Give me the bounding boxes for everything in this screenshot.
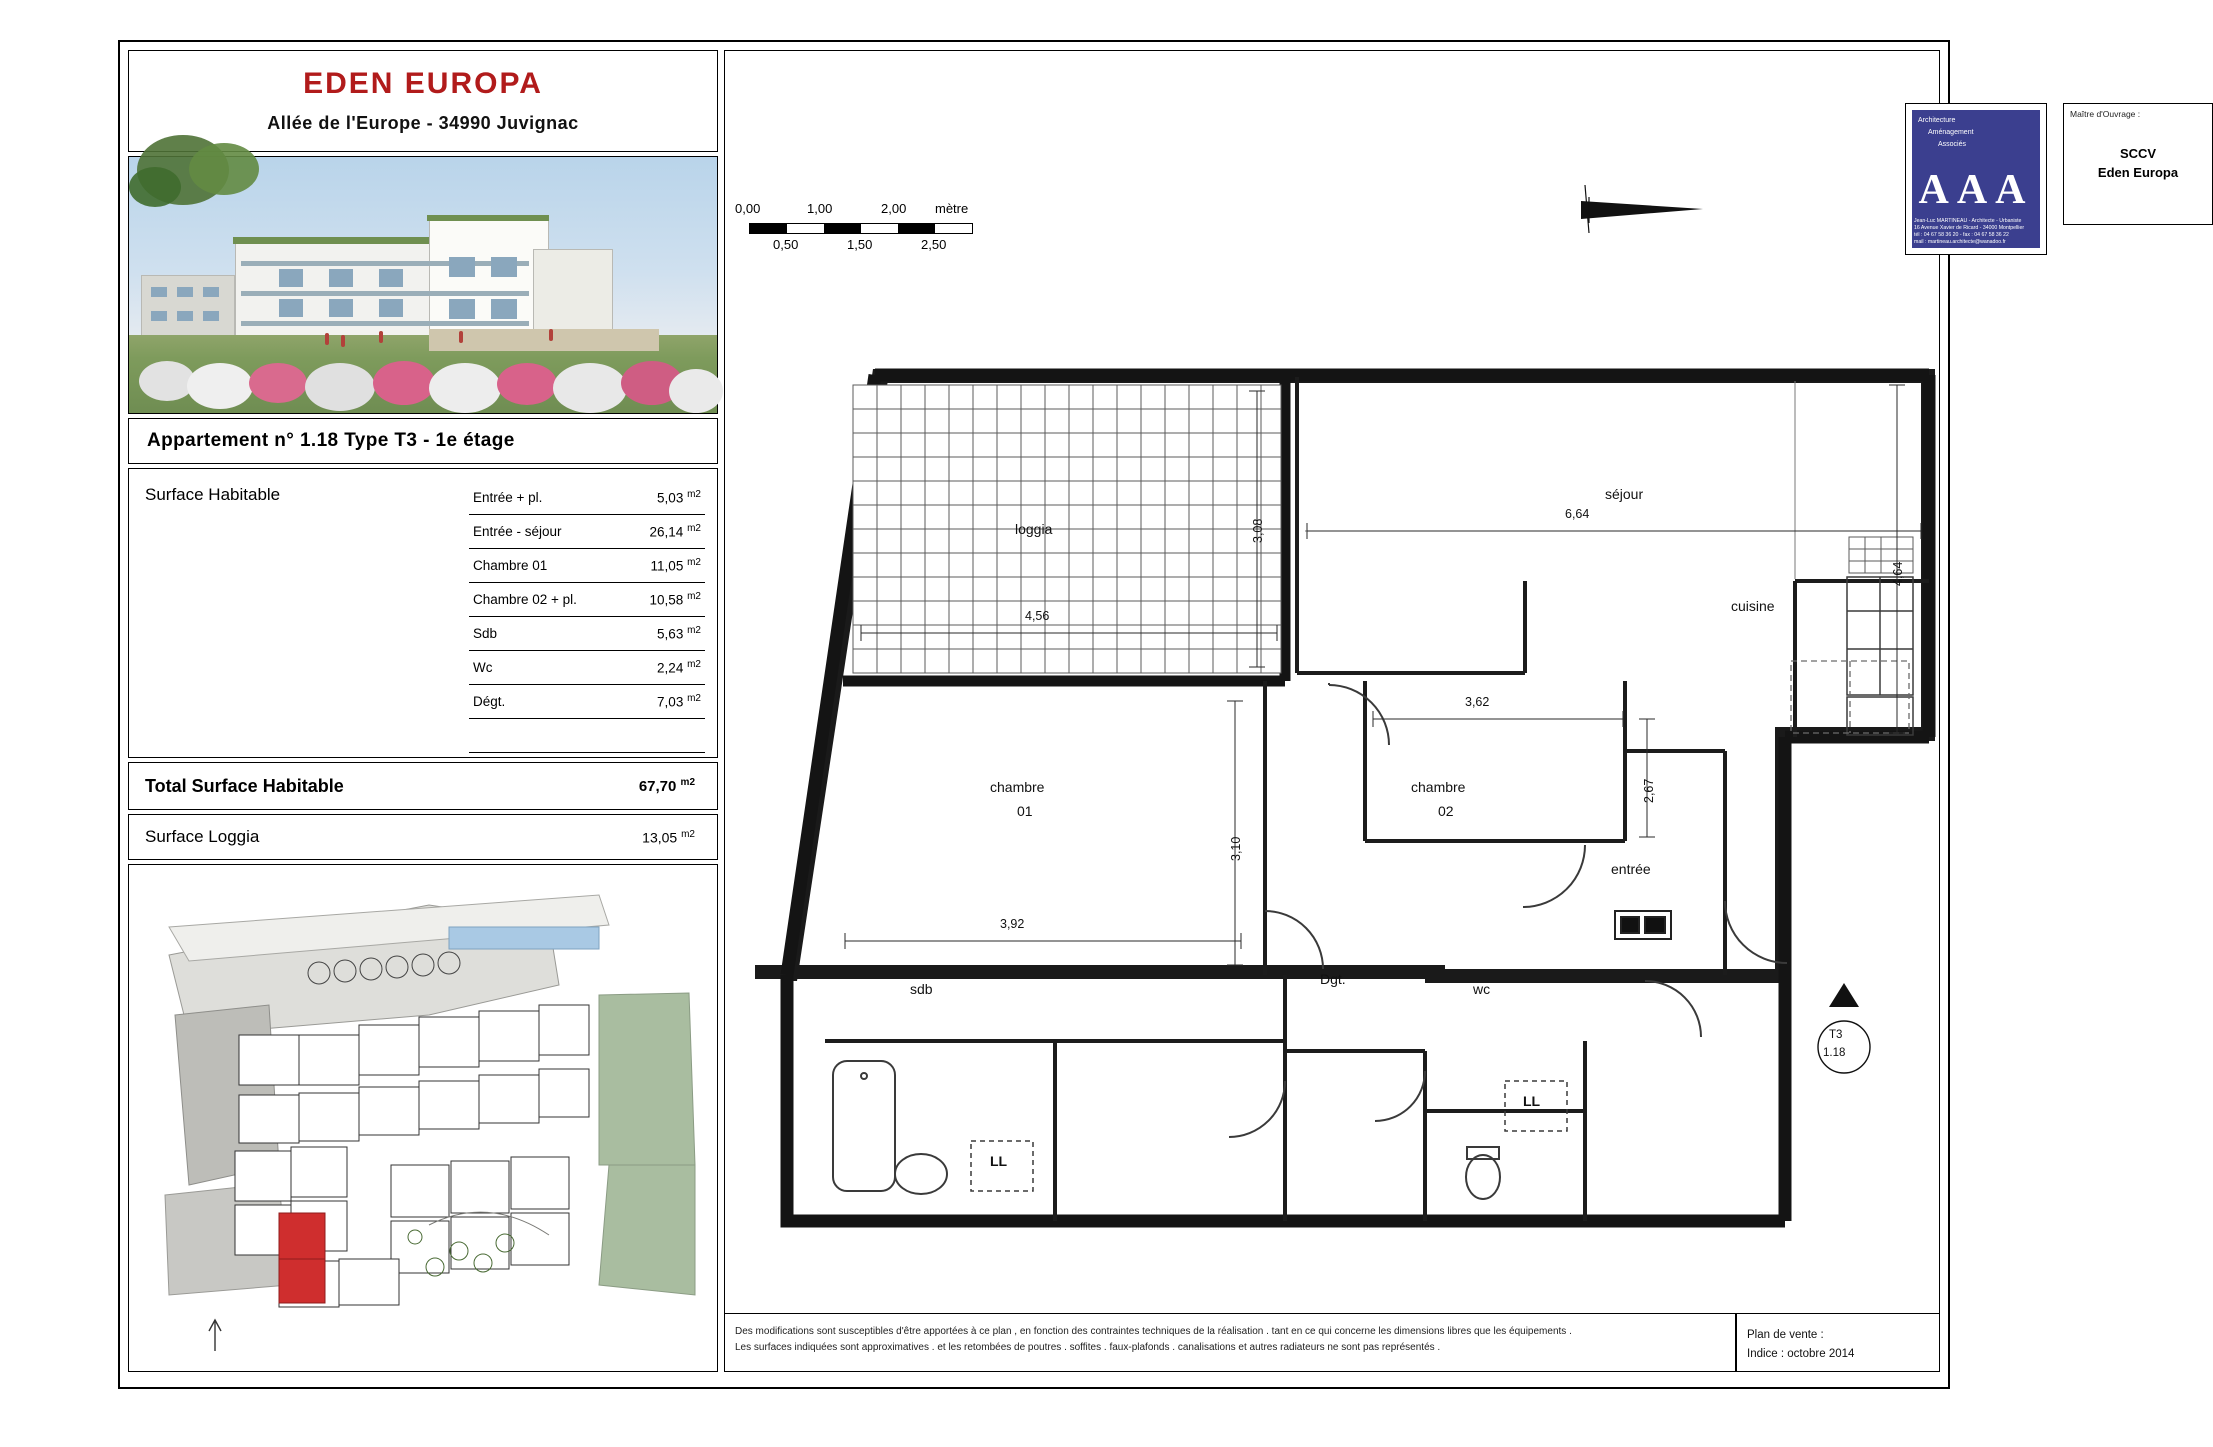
photo-window [279, 299, 303, 317]
scale-label-0: 0,00 [735, 201, 761, 216]
surface-row-value: 10,58 $^{m2}$ [649, 591, 701, 608]
site-plan-drawing [129, 865, 717, 1371]
appliance-boxes [971, 1081, 1567, 1191]
scale-label-05: 0,50 [773, 237, 799, 252]
dim-chambre02-height: 2,67 [1642, 778, 1656, 803]
owner-box [2063, 103, 2213, 225]
photo-window [449, 299, 475, 319]
entry-marker-icon [1818, 983, 1870, 1073]
table-row [469, 651, 705, 685]
room-label-entree: entrée [1611, 861, 1651, 877]
loggia-hatch [853, 385, 1281, 673]
surface-row-name: Wc [473, 660, 493, 675]
drawing-column [724, 50, 2179, 1372]
surface-rows [469, 481, 705, 753]
tree-foliage [189, 143, 259, 195]
apartment-caption-box [128, 418, 718, 464]
table-row [469, 515, 705, 549]
info-column [128, 50, 718, 1372]
building-photo [128, 156, 718, 414]
total-surface-label: Total Surface Habitable [145, 775, 344, 796]
photo-window [329, 299, 353, 317]
surface-table [128, 468, 718, 758]
highlighted-unit [279, 1259, 325, 1303]
floor-plan [725, 281, 1941, 1231]
photo-window [279, 269, 303, 287]
surface-row-name: Chambre 01 [473, 558, 548, 573]
scale-label-15: 1,50 [847, 237, 873, 252]
architect-logo [1905, 103, 2047, 255]
north-arrow-icon [1575, 179, 1705, 239]
dim-loggia-height: 3,08 [1251, 518, 1265, 543]
toilet-icon [1466, 1147, 1500, 1199]
entry-marker-type: T3 [1829, 1029, 1843, 1041]
kitchen-fittings [1847, 577, 1913, 735]
dim-sejour-height: 4,64 [1891, 561, 1905, 586]
room-label-chambre02: chambre [1411, 779, 1466, 795]
photo-window [379, 299, 403, 317]
room-label-sejour: séjour [1605, 486, 1644, 502]
table-row [469, 685, 705, 719]
photo-roof [427, 215, 549, 221]
project-title: EDEN EUROPA [303, 67, 543, 100]
photo-window [203, 287, 219, 297]
scale-unit-label: mètre [935, 201, 969, 216]
architect-line2: Aménagement [1928, 129, 1974, 136]
architect-monogram: AAA [1918, 167, 2034, 213]
photo-window [151, 287, 167, 297]
surface-row-value: 2,24 $^{m2}$ [657, 659, 701, 676]
disclaimer-line1: Des modifications sont susceptibles d'être apportées à ce plan , en fonction des contraintes techniques de la réalisation . tant en ce qui concerne les dimensions libres que les équipements . [735, 1326, 1572, 1337]
highlighted-unit [279, 1213, 325, 1259]
scale-label-1: 1,00 [807, 201, 833, 216]
table-row [469, 481, 705, 515]
owner-title: Maître d'Ouvrage : [2070, 109, 2141, 119]
dim-chambre02-width: 3,62 [1465, 695, 1490, 709]
dim-loggia-width: 4,56 [1025, 609, 1050, 623]
photo-balcony-band [241, 291, 529, 296]
architect-line3: Associés [1938, 141, 1967, 148]
disclaimer-line2: Les surfaces indiquées sont approximatives . et les retombées de poutres . soffites . faux-plafonds . canalisations et autres radiateurs ne sont pas représentés . [735, 1342, 1441, 1353]
svg-text:N: N [1581, 203, 1591, 218]
surface-row-value: 11,05 $^{m2}$ [650, 557, 701, 574]
scale-label-25: 2,50 [921, 237, 947, 252]
photo-balcony-band [241, 261, 529, 266]
project-title-box [128, 50, 718, 152]
photo-window [177, 311, 193, 321]
photo-window [449, 257, 475, 277]
apartment-caption: Appartement n° 1.18 Type T3 - 1e étage [147, 430, 515, 451]
owner-name [2064, 144, 2212, 182]
dim-chambre01-width: 3,92 [1000, 917, 1025, 931]
photo-balcony-band [241, 321, 529, 326]
photo-window [491, 257, 517, 277]
photo-window [491, 299, 517, 319]
plan-footer [725, 1313, 1939, 1371]
floor-plan-drawing [725, 281, 1941, 1231]
room-label-chambre01: chambre [990, 779, 1045, 795]
photo-window [151, 311, 167, 321]
architect-line1: Architecture [1918, 117, 1956, 124]
table-row [469, 617, 705, 651]
doc-type: Plan de vente : [1747, 1329, 1824, 1341]
doc-index: Indice : octobre 2014 [1747, 1348, 1855, 1360]
scale-bar [735, 201, 1011, 263]
bathtub-icon [833, 1061, 895, 1191]
loggia-surface-value: 13,05 $^{m2}$ [642, 828, 695, 846]
entry-marker-number: 1.18 [1823, 1047, 1846, 1059]
room-label-cuisine: cuisine [1731, 598, 1775, 614]
owner-name-line2: Eden Europa [2097, 165, 2179, 180]
room-label-dgt: Dgt. [1320, 971, 1346, 987]
footer-divider [1735, 1314, 1737, 1371]
footer-doc-info [1747, 1326, 1854, 1364]
photo-flowerbed [129, 343, 717, 413]
table-row [469, 719, 705, 753]
total-surface-value: 67,70 $^{m2}$ [638, 777, 695, 795]
scale-label-2: 2,00 [881, 201, 907, 216]
appliance-label-ll-sdb: LL [990, 1153, 1008, 1169]
photo-window [203, 311, 219, 321]
room-label-wc: wc [1473, 981, 1491, 997]
plan-sheet [118, 40, 2179, 1389]
washbasin-icon [895, 1154, 947, 1194]
room-label-loggia: loggia [1015, 521, 1053, 537]
table-row [469, 549, 705, 583]
surface-row-name: Entrée + pl. [473, 490, 543, 505]
surface-row-name: Dégt. [473, 694, 506, 709]
surface-row-name: Sdb [473, 626, 498, 641]
surface-row-name: Chambre 02 + pl. [473, 592, 577, 607]
surface-section-label: Surface Habitable [145, 485, 281, 504]
photo-window [379, 269, 403, 287]
project-address: Allée de l'Europe - 34990 Juvignac [267, 113, 579, 133]
appliance-label-ll-wc: LL [1523, 1093, 1541, 1109]
photo-window [177, 287, 193, 297]
surface-row-value: 5,03 $^{m2}$ [657, 489, 701, 506]
room-label-chambre01-num: 01 [1017, 803, 1033, 819]
photo-window [329, 269, 353, 287]
dim-sejour-width: 6,64 [1565, 507, 1590, 521]
architect-contact: Jean-Luc MARTINEAU - Architecte - Urbaniste 16 Avenue Xavier de Ricard - 34000 Montpellier tél : 04 67 58 36 20 - fax : 04 67 58 36 22 mail : martineau.architecte@wanadoo.fr [1914, 218, 2025, 245]
loggia-surface-box [128, 814, 718, 860]
owner-name-line1: SCCV [2119, 146, 2157, 161]
surface-row-value: 7,03 $^{m2}$ [657, 693, 701, 710]
table-row [469, 583, 705, 617]
scale-bar-bars [749, 223, 973, 234]
room-label-chambre02-num: 02 [1438, 803, 1454, 819]
total-surface-box [128, 762, 718, 810]
footer-disclaimer [735, 1324, 1715, 1356]
loggia-surface-label: Surface Loggia [145, 827, 260, 846]
architect-logo-panel [1912, 110, 2040, 248]
surface-row-value: 26,14 $^{m2}$ [649, 523, 701, 540]
surface-row-value: 5,63 $^{m2}$ [657, 625, 701, 642]
tree-foliage [129, 167, 181, 207]
surface-row-name: Entrée - séjour [473, 524, 562, 539]
site-plan-thumbnail [128, 864, 718, 1372]
dim-chambre01-height: 3,10 [1229, 836, 1243, 861]
room-label-sdb: sdb [910, 981, 933, 997]
